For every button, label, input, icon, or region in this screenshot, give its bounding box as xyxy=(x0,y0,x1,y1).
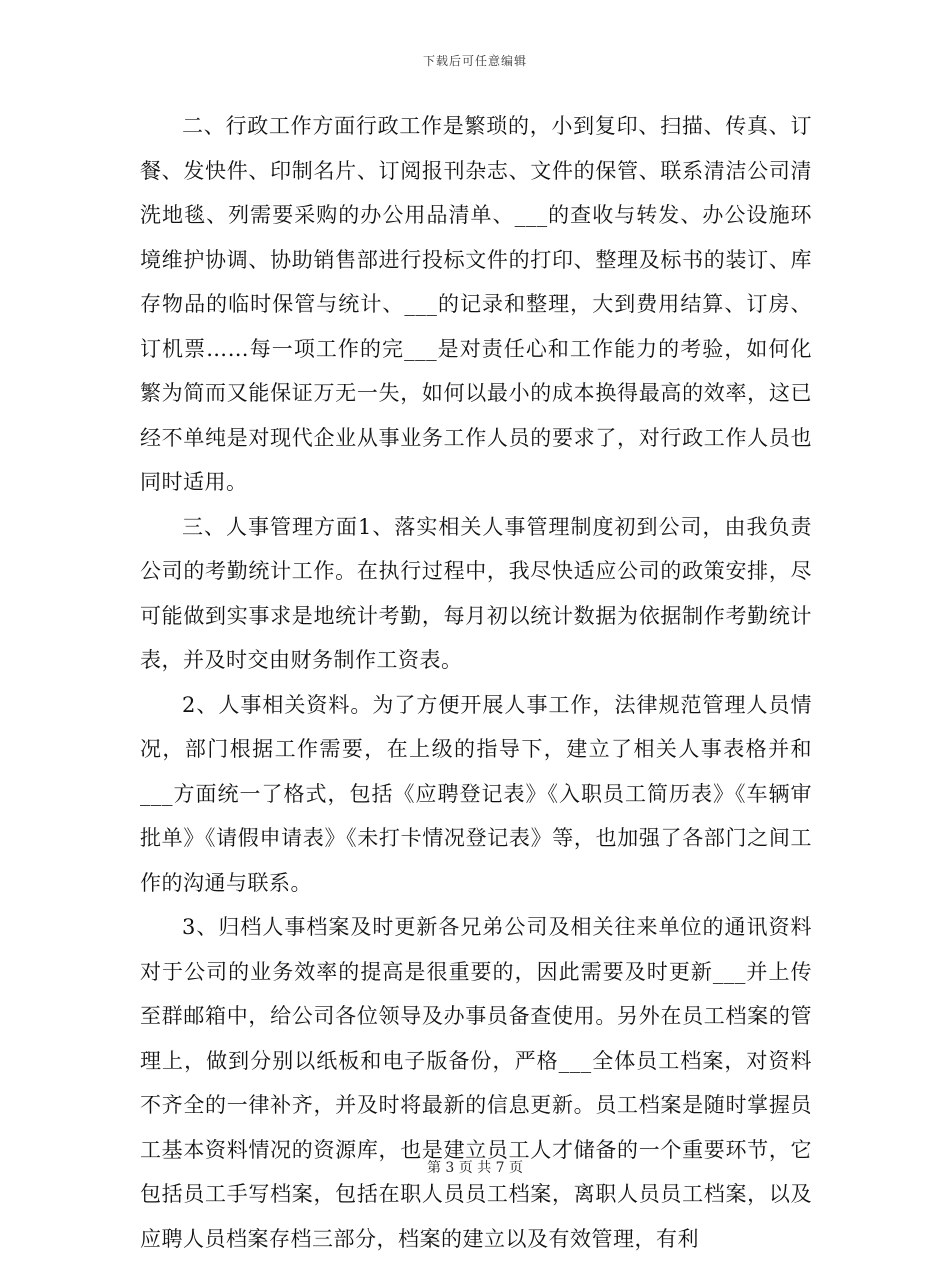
page-number-footer: 第 3 页 共 7 页 xyxy=(426,1160,524,1176)
document-body xyxy=(140,104,812,1261)
paragraph-personnel-materials: 2、人事相关资料。为了方便开展人事工作，法律规范管理人员情况，部门根据工作需要，在上级的指导下，建立了相关人事表格并和___方面统一了格式，包括《应聘登记表》《入职员工简历表》《车辆审批单》《请假申请表》《未打卡情况登记表》等，也加强了各部门之间工作的沟通与联系。 xyxy=(140,692,812,895)
paragraph-personnel-archives: 3、归档人事档案及时更新各兄弟公司及相关往来单位的通讯资料对于公司的业务效率的提高是很重要的，因此需要及时更新___并上传至群邮箱中，给公司各位领导及办事员备查使用。另外在员工档案的管理上，做到分别以纸板和电子版备份，严格___全体员工档案，对资料不齐全的一律补齐，并及时将最新的信息更新。员工档案是随时掌握员工基本资料情况的资源库，也是建立员工人才储备的一个重要环节，它包括员工手写档案，包括在职人员员工档案，离职人员员工档案，以及应聘人员档案存档三部分，档案的建立以及有效管理，有利 xyxy=(140,915,812,1251)
paragraph-administrative-work: 二、行政工作方面行政工作是繁琐的，小到复印、扫描、传真、订餐、发快件、印制名片、订阅报刊杂志、文件的保管、联系清洁公司清洗地毯、列需要采购的办公用品清单、___的查收与转发、办公设施环境维护协调、协助销售部进行投标文件的打印、整理及标书的装订、库存物品的临时保管与统计、___的记录和整理，大到费用结算、订房、订机票……每一项工作的完___是对责任心和工作能力的考验，如何化繁为简而又能保证万无一失，如何以最小的成本换得最高的效率，这已经不单纯是对现代企业从事业务工作人员的要求了，对行政工作人员也同时适用。 xyxy=(140,114,812,494)
paragraph-personnel-management: 三、人事管理方面1、落实相关人事管理制度初到公司，由我负责公司的考勤统计工作。在执行过程中，我尽快适应公司的政策安排，尽可能做到实事求是地统计考勤，每月初以统计数据为依据制作考勤统计表，并及时交由财务制作工资表。 xyxy=(140,514,812,672)
page-header-note: 下载后可任意编辑 xyxy=(422,54,527,68)
